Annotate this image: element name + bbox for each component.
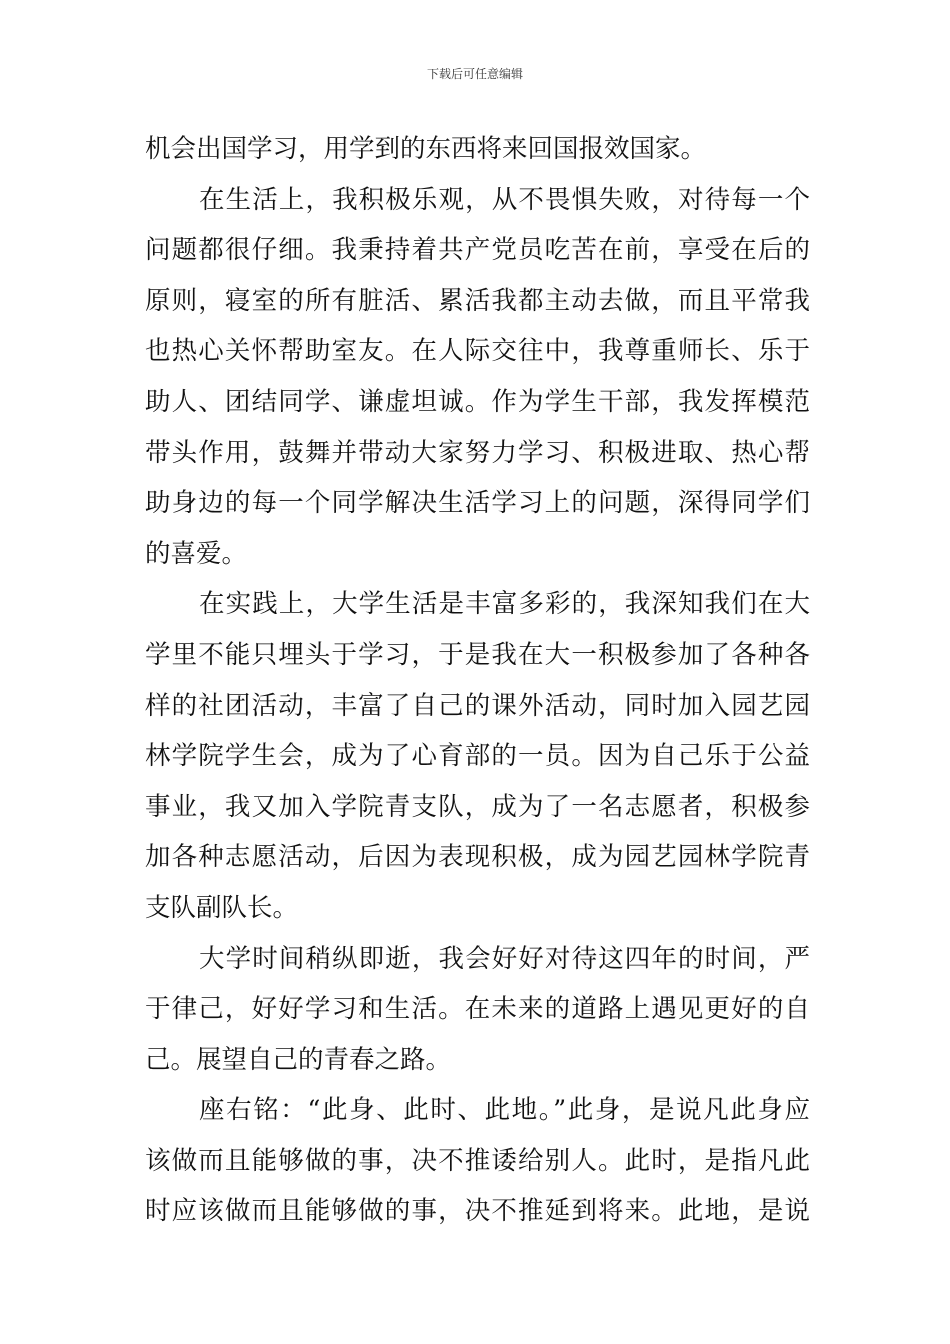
text-line: 在生活上，我积极乐观，从不畏惧失败，对待每一个 (199, 184, 810, 215)
text-line: 己。展望自己的青春之路。 (145, 1044, 452, 1075)
text-line: 机会出国学习，用学到的东西将来回国报效国家。 (145, 134, 707, 164)
text-line: 原则，寝室的所有脏活、累活我都主动去做，而且平常我 (145, 285, 810, 316)
text-line: 支队副队长。 (145, 892, 299, 923)
text-line: 时应该做而且能够做的事，决不推延到将来。此地，是说 (145, 1196, 810, 1227)
text-line: 学里不能只埋头于学习，于是我在大一积极参加了各种各 (145, 639, 810, 670)
text-line: 助人、团结同学、谦虚坦诚。作为学生干部，我发挥模范 (145, 386, 810, 417)
text-line: 的喜爱。 (145, 538, 248, 569)
text-line: 事业，我又加入学院青支队，成为了一名志愿者，积极参 (145, 791, 810, 822)
text-line: 座右铭：“此身、此时、此地。”此身，是说凡此身应 (199, 1095, 810, 1126)
text-line: 带头作用，鼓舞并带动大家努力学习、积极进取、热心帮 (145, 437, 810, 468)
text-line: 大学时间稍纵即逝，我会好好对待这四年的时间，严 (199, 943, 810, 974)
text-line: 于律己，好好学习和生活。在未来的道路上遇见更好的自 (145, 994, 810, 1025)
page-header: 下载后可任意编辑 (426, 67, 523, 81)
document-body (145, 124, 810, 1237)
text-line: 林学院学生会，成为了心育部的一员。因为自己乐于公益 (145, 741, 810, 772)
text-line: 加各种志愿活动，后因为表现积极，成为园艺园林学院青 (145, 842, 810, 873)
text-line: 该做而且能够做的事，决不推诿给别人。此时，是指凡此 (145, 1145, 810, 1176)
text-line: 样的社团活动，丰富了自己的课外活动，同时加入园艺园 (145, 690, 810, 721)
text-line: 在实践上，大学生活是丰富多彩的，我深知我们在大 (199, 589, 810, 620)
text-line: 问题都很仔细。我秉持着共产党员吃苦在前，享受在后的 (145, 235, 810, 266)
text-line: 也热心关怀帮助室友。在人际交往中，我尊重师长、乐于 (145, 336, 810, 367)
text-line: 助身边的每一个同学解决生活学习上的问题，深得同学们 (145, 488, 810, 519)
